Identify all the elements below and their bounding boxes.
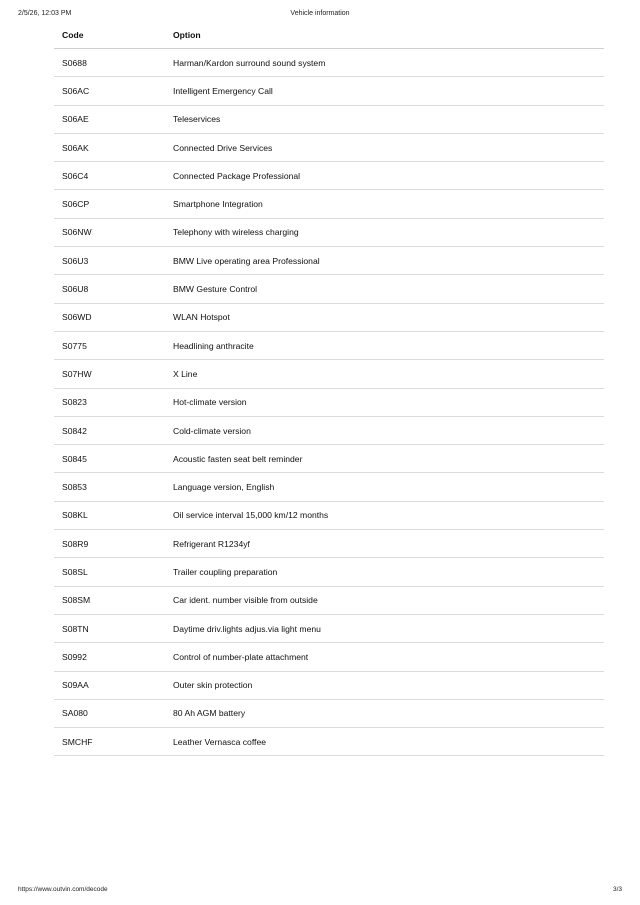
table-row (54, 728, 604, 756)
table-header-row (54, 21, 604, 49)
options-table-container (54, 21, 604, 756)
option-code-cell: S06AC (54, 77, 165, 105)
table-row (54, 388, 604, 416)
table-row (54, 643, 604, 671)
option-description-cell: Control of number-plate attachment (165, 643, 604, 671)
option-description-cell: Intelligent Emergency Call (165, 77, 604, 105)
options-table (54, 21, 604, 756)
option-code-cell: S09AA (54, 671, 165, 699)
option-code-cell: S08R9 (54, 530, 165, 558)
option-description-cell: Hot-climate version (165, 388, 604, 416)
option-code-cell: S0823 (54, 388, 165, 416)
option-code-cell: S08TN (54, 614, 165, 642)
table-row (54, 445, 604, 473)
table-row (54, 218, 604, 246)
table-row (54, 360, 604, 388)
table-body (54, 49, 604, 756)
table-row (54, 49, 604, 77)
option-description-cell: Smartphone Integration (165, 190, 604, 218)
table-row (54, 530, 604, 558)
table-row (54, 501, 604, 529)
table-row (54, 586, 604, 614)
option-description-cell: X Line (165, 360, 604, 388)
option-description-cell: Telephony with wireless charging (165, 218, 604, 246)
table-row (54, 614, 604, 642)
table-row (54, 275, 604, 303)
table-row (54, 331, 604, 359)
option-code-cell: SA080 (54, 699, 165, 727)
column-header-code: Code (54, 21, 165, 49)
option-code-cell: S0775 (54, 331, 165, 359)
option-code-cell: S08SM (54, 586, 165, 614)
option-code-cell: SMCHF (54, 728, 165, 756)
option-description-cell: Connected Drive Services (165, 133, 604, 161)
option-description-cell: Cold-climate version (165, 416, 604, 444)
option-description-cell: Car ident. number visible from outside (165, 586, 604, 614)
option-description-cell: Headlining anthracite (165, 331, 604, 359)
table-row (54, 190, 604, 218)
option-code-cell: S06NW (54, 218, 165, 246)
option-code-cell: S0992 (54, 643, 165, 671)
table-row (54, 699, 604, 727)
option-code-cell: S06U8 (54, 275, 165, 303)
option-description-cell: BMW Live operating area Professional (165, 247, 604, 275)
option-code-cell: S07HW (54, 360, 165, 388)
table-row (54, 416, 604, 444)
table-row (54, 303, 604, 331)
option-code-cell: S0688 (54, 49, 165, 77)
option-code-cell: S06AK (54, 133, 165, 161)
page-url: https://www.outvin.com/decode (18, 886, 108, 893)
table-row (54, 558, 604, 586)
option-code-cell: S08KL (54, 501, 165, 529)
option-description-cell: Outer skin protection (165, 671, 604, 699)
option-description-cell: WLAN Hotspot (165, 303, 604, 331)
option-description-cell: Daytime driv.lights adjus.via light menu (165, 614, 604, 642)
option-code-cell: S06CP (54, 190, 165, 218)
print-datetime: 2/5/26, 12:03 PM (18, 10, 72, 17)
option-code-cell: S08SL (54, 558, 165, 586)
table-header (54, 21, 604, 49)
option-code-cell: S0845 (54, 445, 165, 473)
option-code-cell: S0842 (54, 416, 165, 444)
table-row (54, 105, 604, 133)
option-description-cell: Oil service interval 15,000 km/12 months (165, 501, 604, 529)
table-row (54, 77, 604, 105)
option-description-cell: Acoustic fasten seat belt reminder (165, 445, 604, 473)
option-description-cell: Trailer coupling preparation (165, 558, 604, 586)
table-row (54, 162, 604, 190)
table-row (54, 133, 604, 161)
option-description-cell: Leather Vernasca coffee (165, 728, 604, 756)
option-code-cell: S06AE (54, 105, 165, 133)
table-row (54, 473, 604, 501)
option-description-cell: Teleservices (165, 105, 604, 133)
option-description-cell: Connected Package Professional (165, 162, 604, 190)
option-code-cell: S06C4 (54, 162, 165, 190)
option-description-cell: Harman/Kardon surround sound system (165, 49, 604, 77)
table-row (54, 671, 604, 699)
option-description-cell: Language version, English (165, 473, 604, 501)
option-code-cell: S06WD (54, 303, 165, 331)
option-code-cell: S06U3 (54, 247, 165, 275)
option-description-cell: BMW Gesture Control (165, 275, 604, 303)
option-description-cell: 80 Ah AGM battery (165, 699, 604, 727)
page-number: 3/3 (612, 886, 622, 893)
option-code-cell: S0853 (54, 473, 165, 501)
document-title: Vehicle information (290, 10, 350, 17)
option-description-cell: Refrigerant R1234yf (165, 530, 604, 558)
table-row (54, 247, 604, 275)
column-header-option: Option (165, 21, 604, 49)
